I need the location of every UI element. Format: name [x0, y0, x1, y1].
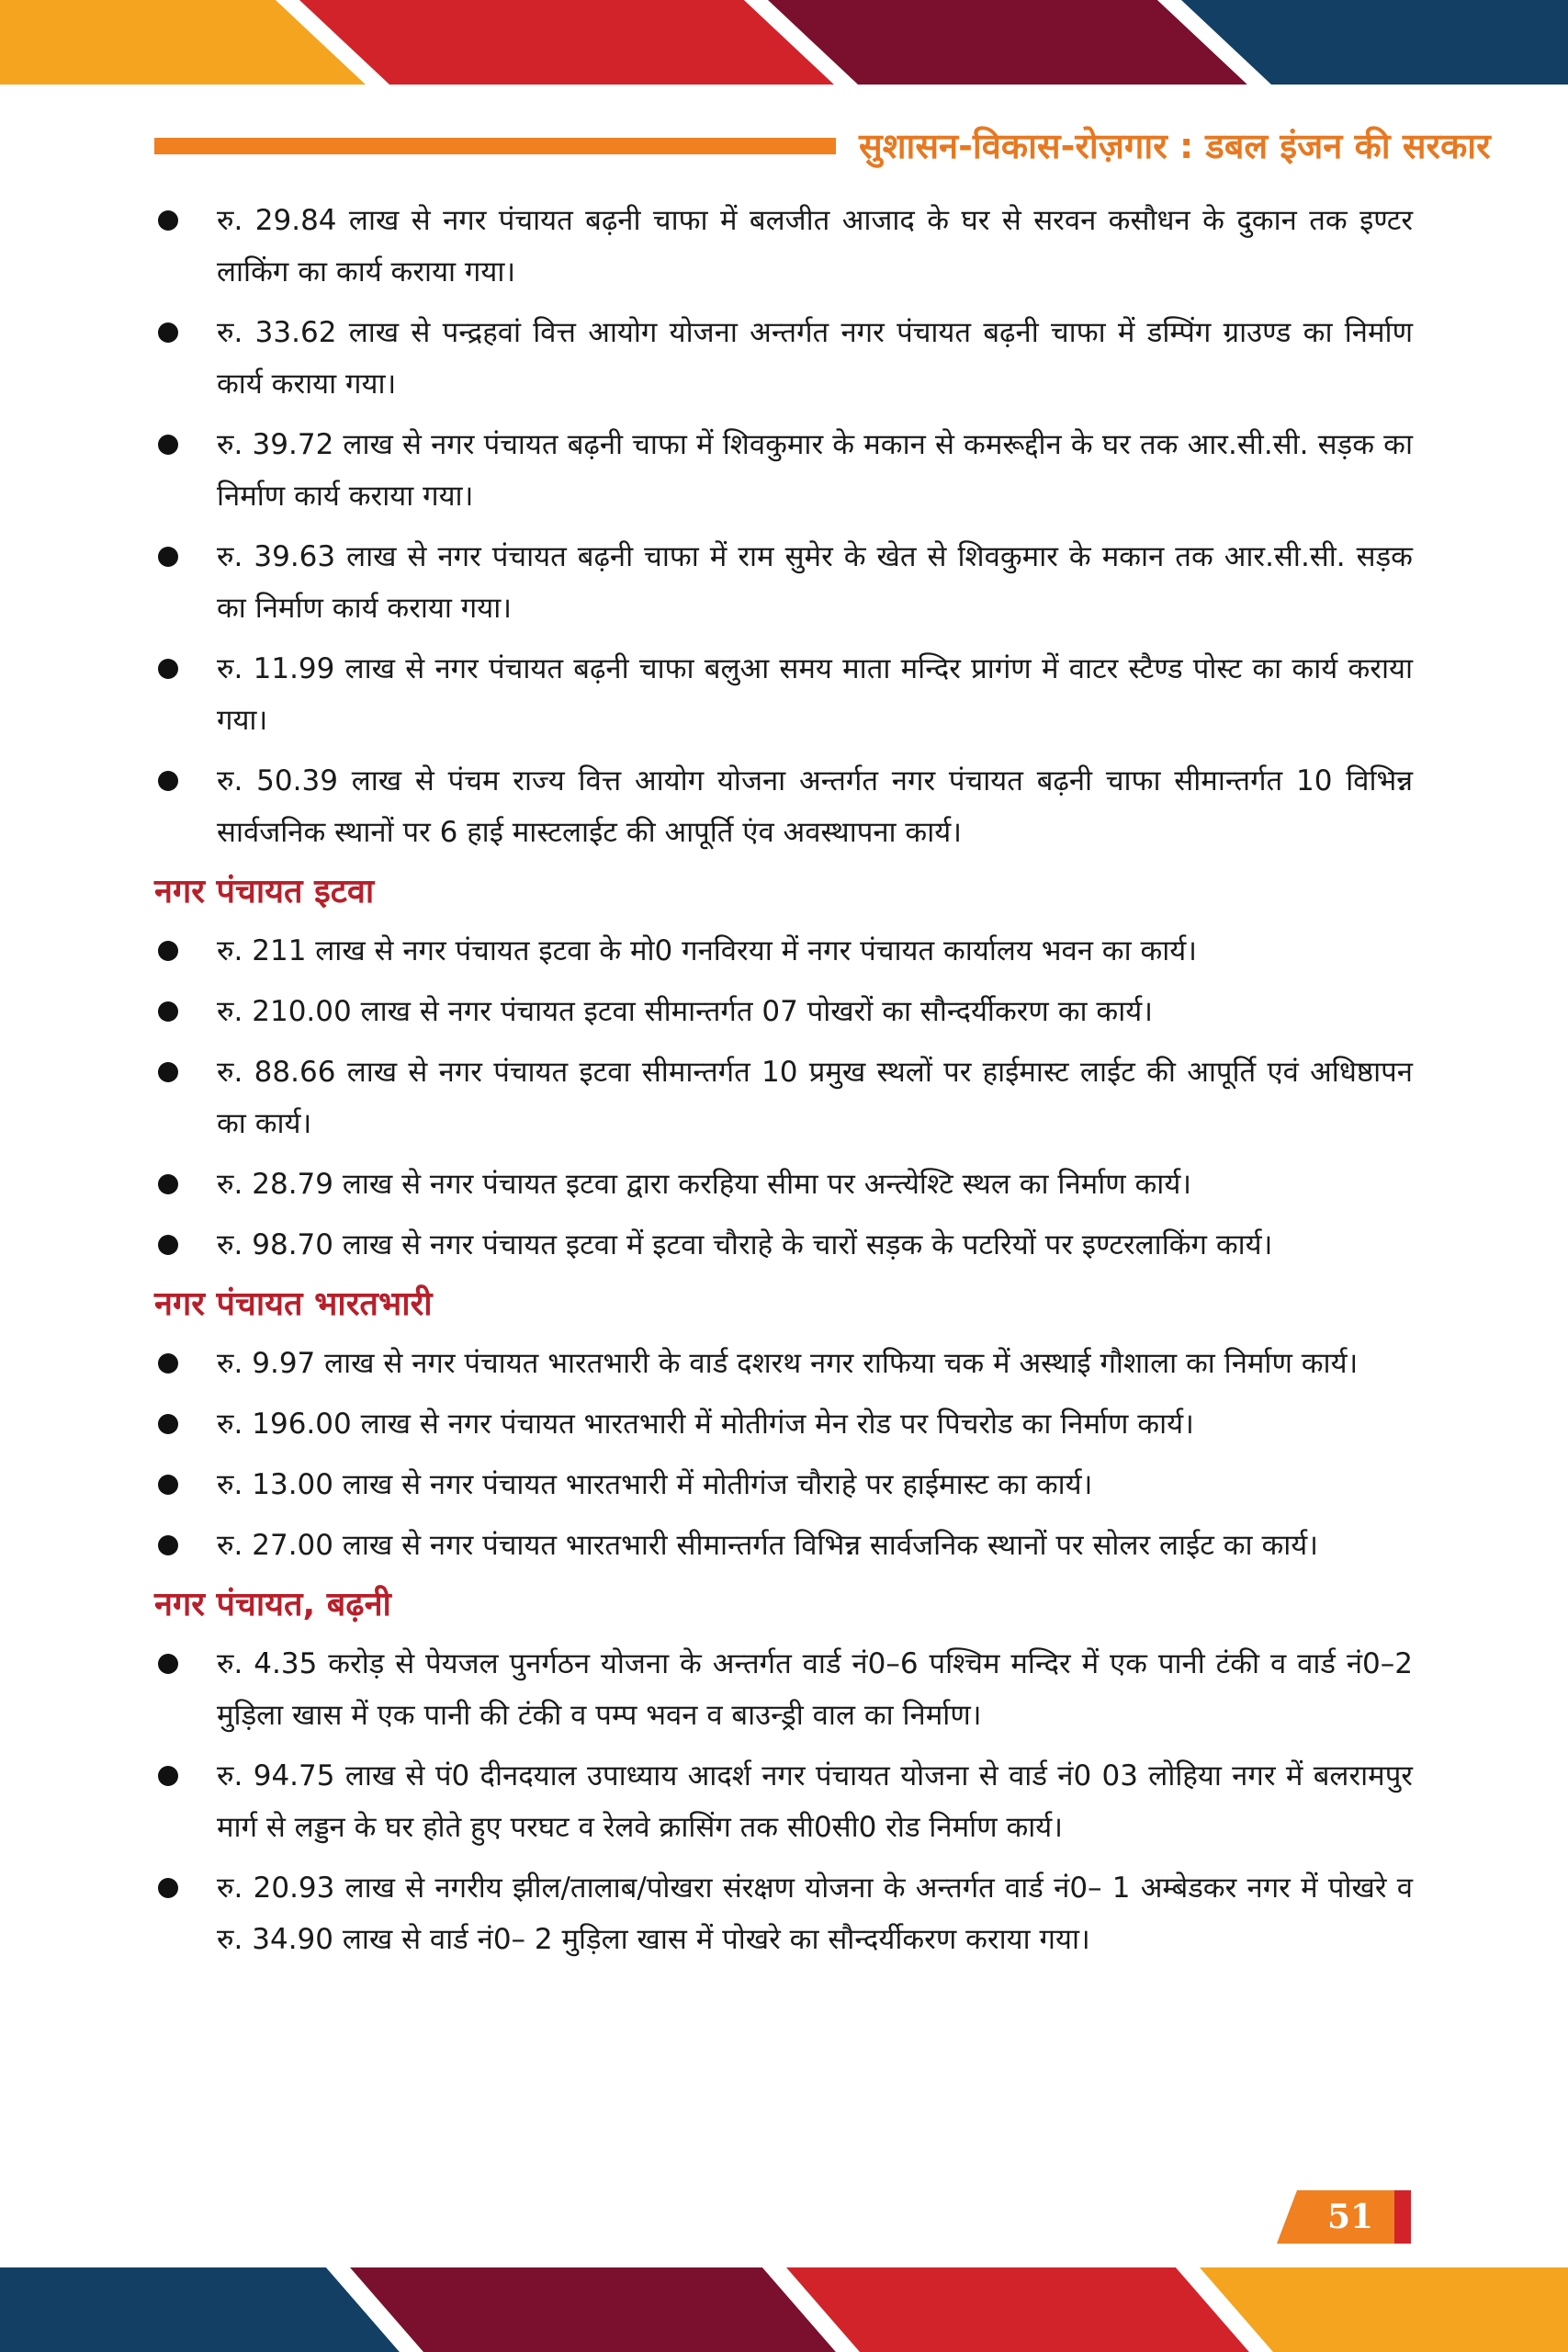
bullet-icon — [158, 210, 178, 231]
itwa-list — [154, 925, 1413, 1271]
bullet-icon — [158, 435, 178, 455]
list-item — [154, 643, 1413, 746]
bullet-icon — [158, 1235, 178, 1255]
header-rule — [154, 138, 836, 154]
intro-list — [154, 195, 1413, 858]
list-item — [154, 531, 1413, 634]
bullet-icon — [158, 1766, 178, 1786]
bharatbhari-list — [154, 1338, 1413, 1571]
bullet-icon — [158, 1878, 178, 1898]
list-item-text: रु. 50.39 लाख से पंचम राज्य वित्त आयोग योजना अन्तर्गत नगर पंचायत बढ़नी चाफा सीमान्तर्गत 10 विभिन्न सार्वजनिक स्थानों पर 6 हाई मास्टलाईट की आपूर्ति एंव अवस्थापना कार्य। — [217, 764, 1413, 849]
bullet-icon — [158, 1062, 178, 1082]
list-item-text: रु. 33.62 लाख से पन्द्रहवां वित्त आयोग योजना अन्तर्गत नगर पंचायत बढ़नी चाफा में डम्पिंग ग्राउण्ड का निर्माण कार्य कराया गया। — [217, 316, 1413, 401]
bullet-icon — [158, 941, 178, 961]
list-item-text: रु. 98.70 लाख से नगर पंचायत इटवा में इटवा चौराहे के चारों सड़क के पटरियों पर इण्टरलाकिंग कार्य। — [217, 1228, 1273, 1261]
list-item — [154, 1459, 1413, 1510]
list-item — [154, 986, 1413, 1037]
bullet-icon — [158, 771, 178, 791]
list-item — [154, 755, 1413, 858]
list-item-text: रु. 20.93 लाख से नगरीय झील/तालाब/पोखरा संरक्षण योजना के अन्तर्गत वार्ड नं0– 1 अम्बेडकर नगर में पोखरे व रु. 34.90 लाख से वार्ड नं0– 2 मुड़िला खास में पोखरे का सौन्दर्यीकरण कराया गया। — [217, 1871, 1413, 1956]
bullet-icon — [158, 1414, 178, 1434]
list-item — [154, 1046, 1413, 1149]
badhni-list — [154, 1638, 1413, 1965]
section-title-itwa: नगर पंचायत इटवा — [154, 873, 375, 910]
bullet-icon — [158, 1654, 178, 1674]
bullet-icon — [158, 1353, 178, 1374]
list-item — [154, 1520, 1413, 1571]
page-content — [154, 195, 1413, 1974]
list-item-text: रु. 88.66 लाख से नगर पंचायत इटवा सीमान्तर्गत 10 प्रमुख स्थलों पर हाईमास्ट लाईट की आपूर्ति एवं अधिष्ठापन का कार्य। — [217, 1056, 1413, 1140]
bullet-icon — [158, 322, 178, 343]
bottom-color-band — [0, 2267, 1568, 2352]
list-item-text: रु. 94.75 लाख से पं0 दीनदयाल उपाध्याय आदर्श नगर पंचायत योजना से वार्ड नं0 03 लोहिया नगर में बलरामपुर मार्ग से लड्डन के घर होते हुए परघट व रेलवे क्रासिंग तक सी0सी0 रोड निर्माण कार्य। — [217, 1759, 1413, 1844]
page-number: 51 — [1326, 2198, 1374, 2236]
bullet-icon — [158, 659, 178, 679]
bullet-icon — [158, 547, 178, 567]
list-item-text: रु. 196.00 लाख से नगर पंचायत भारतभारी में मोतीगंज मेन रोड पर पिचरोड का निर्माण कार्य। — [217, 1408, 1194, 1441]
bullet-icon — [158, 1475, 178, 1495]
list-item — [154, 419, 1413, 522]
list-item — [154, 1159, 1413, 1210]
list-item — [154, 307, 1413, 410]
header-title: सुशासन-विकास-रोज़गार : डबल इंजन की सरकार — [859, 126, 1491, 166]
list-item-text: रु. 11.99 लाख से नगर पंचायत बढ़नी चाफा बलुआ समय माता मन्दिर प्रागंण में वाटर स्टैण्ड पोस्ट का कार्य कराया गया। — [217, 652, 1413, 737]
list-item-text: रु. 39.72 लाख से नगर पंचायत बढ़नी चाफा में शिवकुमार के मकान से कमरूद्दीन के घर तक आर.सी.सी. सड़क का निर्माण कार्य कराया गया। — [217, 428, 1413, 513]
list-item — [154, 1638, 1413, 1741]
list-item — [154, 195, 1413, 298]
list-item-text: रु. 28.79 लाख से नगर पंचायत इटवा द्वारा करहिया सीमा पर अन्त्येश्टि स्थल का निर्माण कार्य। — [217, 1168, 1192, 1201]
list-item — [154, 1338, 1413, 1389]
list-item — [154, 1219, 1413, 1271]
top-color-band — [0, 0, 1568, 85]
section-title-badhni: नगर पंचायत, बढ़नी — [154, 1586, 391, 1623]
list-item — [154, 1862, 1413, 1965]
list-item-text: रु. 211 लाख से नगर पंचायत इटवा के मो0 गनविरया में नगर पंचायत कार्यालय भवन का कार्य। — [217, 934, 1198, 967]
bullet-icon — [158, 1174, 178, 1194]
bullet-icon — [158, 1535, 178, 1555]
list-item-text: रु. 13.00 लाख से नगर पंचायत भारतभारी में मोतीगंज चौराहे पर हाईमास्ट का कार्य। — [217, 1468, 1093, 1501]
list-item-text: रु. 4.35 करोड़ से पेयजल पुनर्गठन योजना के अन्तर्गत वार्ड नं0–6 पश्चिम मन्दिर में एक पानी टंकी व वार्ड नं0–2 मुड़िला खास में एक पानी की टंकी व पम्प भवन व बाउन्ड्री वाल का निर्माण। — [217, 1647, 1413, 1732]
list-item — [154, 1750, 1413, 1853]
list-item-text: रु. 27.00 लाख से नगर पंचायत भारतभारी सीमान्तर्गत विभिन्न सार्वजनिक स्थानों पर सोलर लाईट का कार्य। — [217, 1529, 1319, 1562]
bullet-icon — [158, 1001, 178, 1022]
list-item-text: रु. 29.84 लाख से नगर पंचायत बढ़नी चाफा में बलजीत आजाद के घर से सरवन कसौधन के दुकान तक इण्टर लाकिंग का कार्य कराया गया। — [217, 204, 1413, 288]
list-item — [154, 925, 1413, 977]
list-item-text: रु. 210.00 लाख से नगर पंचायत इटवा सीमान्तर्गत 07 पोखरों का सौन्दर्यीकरण का कार्य। — [217, 995, 1153, 1028]
list-item-text: रु. 39.63 लाख से नगर पंचायत बढ़नी चाफा में राम सुमेर के खेत से शिवकुमार के मकान तक आर.सी.सी. सड़क का निर्माण कार्य कराया गया। — [217, 540, 1413, 625]
list-item-text: रु. 9.97 लाख से नगर पंचायत भारतभारी के वार्ड दशरथ नगर राफिया चक में अस्थाई गौशाला का निर्माण कार्य। — [217, 1347, 1359, 1380]
list-item — [154, 1398, 1413, 1450]
section-title-bharatbhari: नगर पंचायत भारतभारी — [154, 1285, 433, 1323]
